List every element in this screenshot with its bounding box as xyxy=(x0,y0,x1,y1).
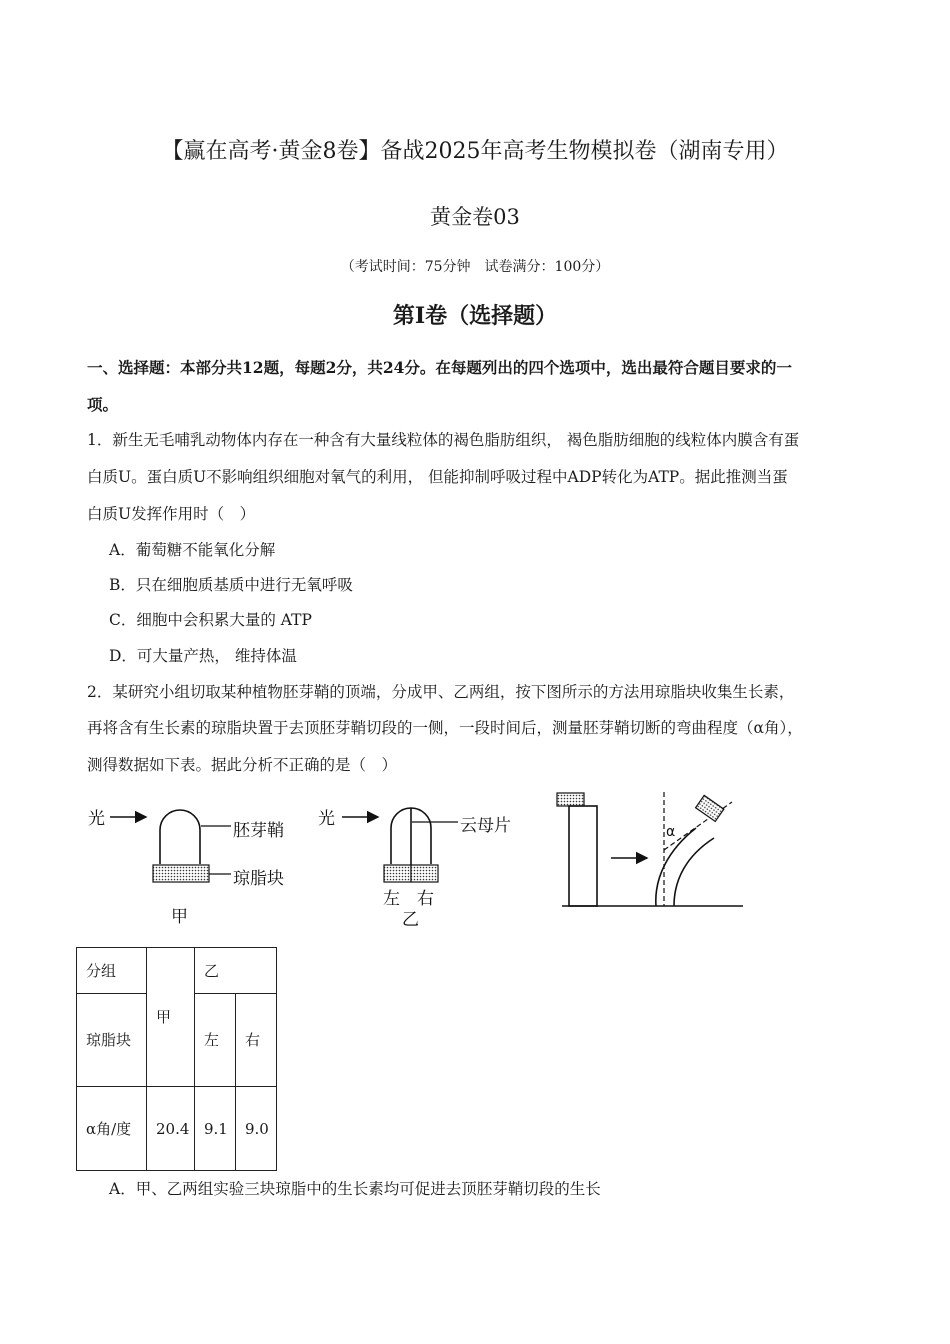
section-heading: 第I卷（选择题） xyxy=(392,303,558,329)
group-a-label: 甲 xyxy=(171,907,188,927)
paper-subtitle: 黄金卷03 xyxy=(430,205,520,229)
header-col-right: 右 xyxy=(236,994,277,1087)
bent-segment-left xyxy=(656,828,696,906)
instructions-line-1: 一、选择题：本部分共12题，每题2分，共24分。在每题列出的四个选项中，选出最符合题目要求的一 xyxy=(87,358,792,377)
group-b-label: 乙 xyxy=(402,910,419,930)
coleoptile-label: 胚芽鞘 xyxy=(233,821,284,841)
q1-option-d: D．可大量产热， 维持体温 xyxy=(109,647,297,665)
page-title: 【赢在高考·黄金8卷】备战2025年高考生物模拟卷（湖南专用） xyxy=(161,139,789,164)
header-col-left: 左 xyxy=(195,994,236,1087)
light-label-b: 光 xyxy=(318,809,335,829)
data-table xyxy=(76,947,277,1171)
q1-option-a: A．葡萄糖不能氧化分解 xyxy=(109,541,276,559)
q2-line-1: 2．某研究小组切取某种植物胚芽鞘的顶端，分成甲、乙两组，按下图所示的方法用琼脂块收集生长素， xyxy=(87,683,795,701)
light-label-a: 光 xyxy=(88,809,105,829)
agar-block-left xyxy=(384,865,411,882)
agar-block-a xyxy=(153,865,209,882)
q1-line-3: 白质U发挥作用时（ ） xyxy=(87,505,256,523)
instructions-line-2: 项。 xyxy=(87,395,119,414)
left-label: 左 xyxy=(383,889,400,909)
header-group: 分组 xyxy=(77,948,147,994)
q1-option-b: B．只在细胞质基质中进行无氧呼吸 xyxy=(109,576,353,594)
header-col-b: 乙 xyxy=(195,948,277,994)
bent-segment-right xyxy=(674,838,714,906)
q1-line-1: 1．新生无毛哺乳动物体内存在一种含有大量线粒体的褐色脂肪组织， 褐色脂肪细胞的线粒体内膜含有蛋 xyxy=(87,431,800,449)
coleoptile-a xyxy=(160,810,200,864)
value-a: 20.4 xyxy=(147,1087,195,1171)
agar-block-test xyxy=(557,793,584,806)
right-label: 右 xyxy=(417,889,434,909)
q2-option-a: A．甲、乙两组实验三块琼脂中的生长素均可促进去顶胚芽鞘切段的生长 xyxy=(109,1180,601,1198)
value-right: 9.0 xyxy=(236,1087,277,1171)
header-col-a: 甲 xyxy=(147,948,195,1087)
mica-label: 云母片 xyxy=(460,816,511,836)
experiment-figure xyxy=(80,788,760,933)
alpha-label: α xyxy=(666,824,676,840)
q2-line-2: 再将含有生长素的琼脂块置于去顶胚芽鞘切段的一侧，一段时间后，测量胚芽鞘切断的弯曲程度（α角）， xyxy=(87,719,803,737)
exam-info: （考试时间：75分钟 试卷满分：100分） xyxy=(340,259,610,275)
agar-block-tilted xyxy=(696,795,724,821)
value-left: 9.1 xyxy=(195,1087,236,1171)
agar-block-right xyxy=(411,865,438,882)
q1-line-2: 白质U。蛋白质U不影响组织细胞对氧气的利用， 但能抑制呼吸过程中ADP转化为ATP。据此推测当蛋 xyxy=(87,468,788,486)
agar-label: 琼脂块 xyxy=(233,869,284,889)
row-angle-label: α角/度 xyxy=(77,1087,147,1171)
q2-line-3: 测得数据如下表。据此分析不正确的是（ ） xyxy=(87,756,398,774)
header-agar: 琼脂块 xyxy=(77,994,147,1087)
stand-block xyxy=(569,806,597,906)
q1-option-c: C．细胞中会积累大量的 ATP xyxy=(109,611,312,629)
